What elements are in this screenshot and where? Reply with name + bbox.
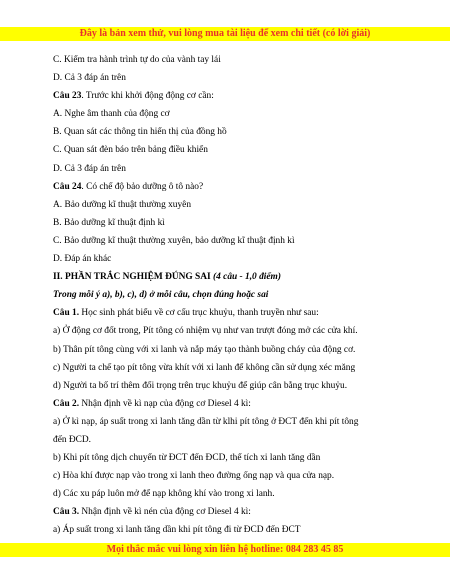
statement-line: a) Ở kì nạp, áp suất trong xi lanh tăng dần từ klhi pít tông ở ĐCT đến khi pít tông xyxy=(53,416,359,427)
option-line: C. Kiểm tra hành trình tự do của vành tay lái xyxy=(53,55,221,65)
statement-line: d) Các xu páp luôn mở để nạp không khí vào trong xi lanh. xyxy=(53,489,275,500)
statement-line: a) Áp suất trong xi lanh tăng dần khi pít tông đi từ ĐCD đến ĐCT xyxy=(53,525,301,536)
option-line: A. Bảo dưỡng kĩ thuật thường xuyên xyxy=(53,199,192,210)
option-line: D. Đáp án khác xyxy=(53,254,112,265)
question-label: Câu 1. xyxy=(53,308,80,319)
option-line: B. Bảo dưỡng kĩ thuật định kì xyxy=(53,217,165,228)
preview-notice-text: Đây là bản xem thử, vui lòng mua tài liệu để xem chi tiết (có lời giải) xyxy=(79,28,371,39)
statement-line-continued: đến ĐCD. xyxy=(53,434,92,445)
question-23 xyxy=(53,87,413,105)
statement-line: a) Ở động cơ đốt trong, Pít tông có nhiệm vụ như van trượt đóng mở các cửa khí. xyxy=(53,326,358,337)
document-body xyxy=(53,51,413,540)
question-1 xyxy=(53,304,413,322)
option-line: D. Cả 3 đáp án trên xyxy=(53,73,126,84)
question-text: . Trước khi khởi động động cơ cần: xyxy=(81,91,214,102)
statement-line: b) Khi pít tông dịch chuyển từ ĐCT đến ĐCD, thể tích xi lanh tăng dần xyxy=(53,453,321,464)
question-24 xyxy=(53,178,413,196)
statement-line: c) Người ta chế tạo pít tông vừa khít với xi lanh để không cần sử dụng xéc măng xyxy=(53,362,356,373)
question-text: Nhận định về kì nén của động cơ Diesel 4 kì: xyxy=(79,507,251,518)
statement-line: b) Thân pít tông cùng với xi lanh và nắp máy tạo thành buồng cháy của động cơ. xyxy=(53,344,356,355)
statement-line: c) Hòa khí được nạp vào trong xi lanh theo đường ống nạp và qua cửa nạp. xyxy=(53,471,335,482)
question-label: Câu 3. xyxy=(53,507,80,518)
section-title: II. PHẦN TRẮC NGHIỆM ĐÚNG SAI xyxy=(53,272,211,283)
section-points: (4 câu - 1,0 điểm) xyxy=(210,272,281,283)
option-line: B. Quan sát các thông tin hiển thị của đồng hồ xyxy=(53,127,227,138)
section-instruction: Trong mỗi ý a), b), c), d) ở mỗi câu, chọn đúng hoặc sai xyxy=(53,290,269,301)
question-2 xyxy=(53,395,413,413)
statement-line: d) Người ta bố trí thêm đối trọng trên trục khuỷu để giúp cân bằng trục khuỷu. xyxy=(53,380,348,391)
hotline-text: Mọi thắc mắc vui lòng xin liên hệ hotline: 084 283 45 85 xyxy=(106,544,344,555)
question-text: Nhận định về kì nạp của động cơ Diesel 4 kì: xyxy=(79,398,251,409)
question-text: Học sinh phát biểu về cơ cấu trục khuỷu, thanh truyền như sau: xyxy=(79,308,319,319)
question-label: Câu 2. xyxy=(53,398,80,409)
option-line: A. Nghe âm thanh của động cơ xyxy=(53,109,170,120)
question-3 xyxy=(53,503,413,521)
question-text: . Có chế độ bảo dưỡng ô tô nào? xyxy=(81,181,204,192)
option-line: C. Bảo dưỡng kĩ thuật thường xuyên, bảo dưỡng kĩ thuật định kì xyxy=(53,235,295,246)
preview-notice-banner xyxy=(0,27,450,41)
option-line: D. Cả 3 đáp án trên xyxy=(53,163,126,174)
section-heading xyxy=(53,268,413,286)
question-label: Câu 24 xyxy=(53,181,82,192)
question-label: Câu 23 xyxy=(53,91,82,102)
hotline-banner xyxy=(0,543,450,557)
option-line: C. Quan sát đèn báo trên bảng điều khiển xyxy=(53,145,208,156)
